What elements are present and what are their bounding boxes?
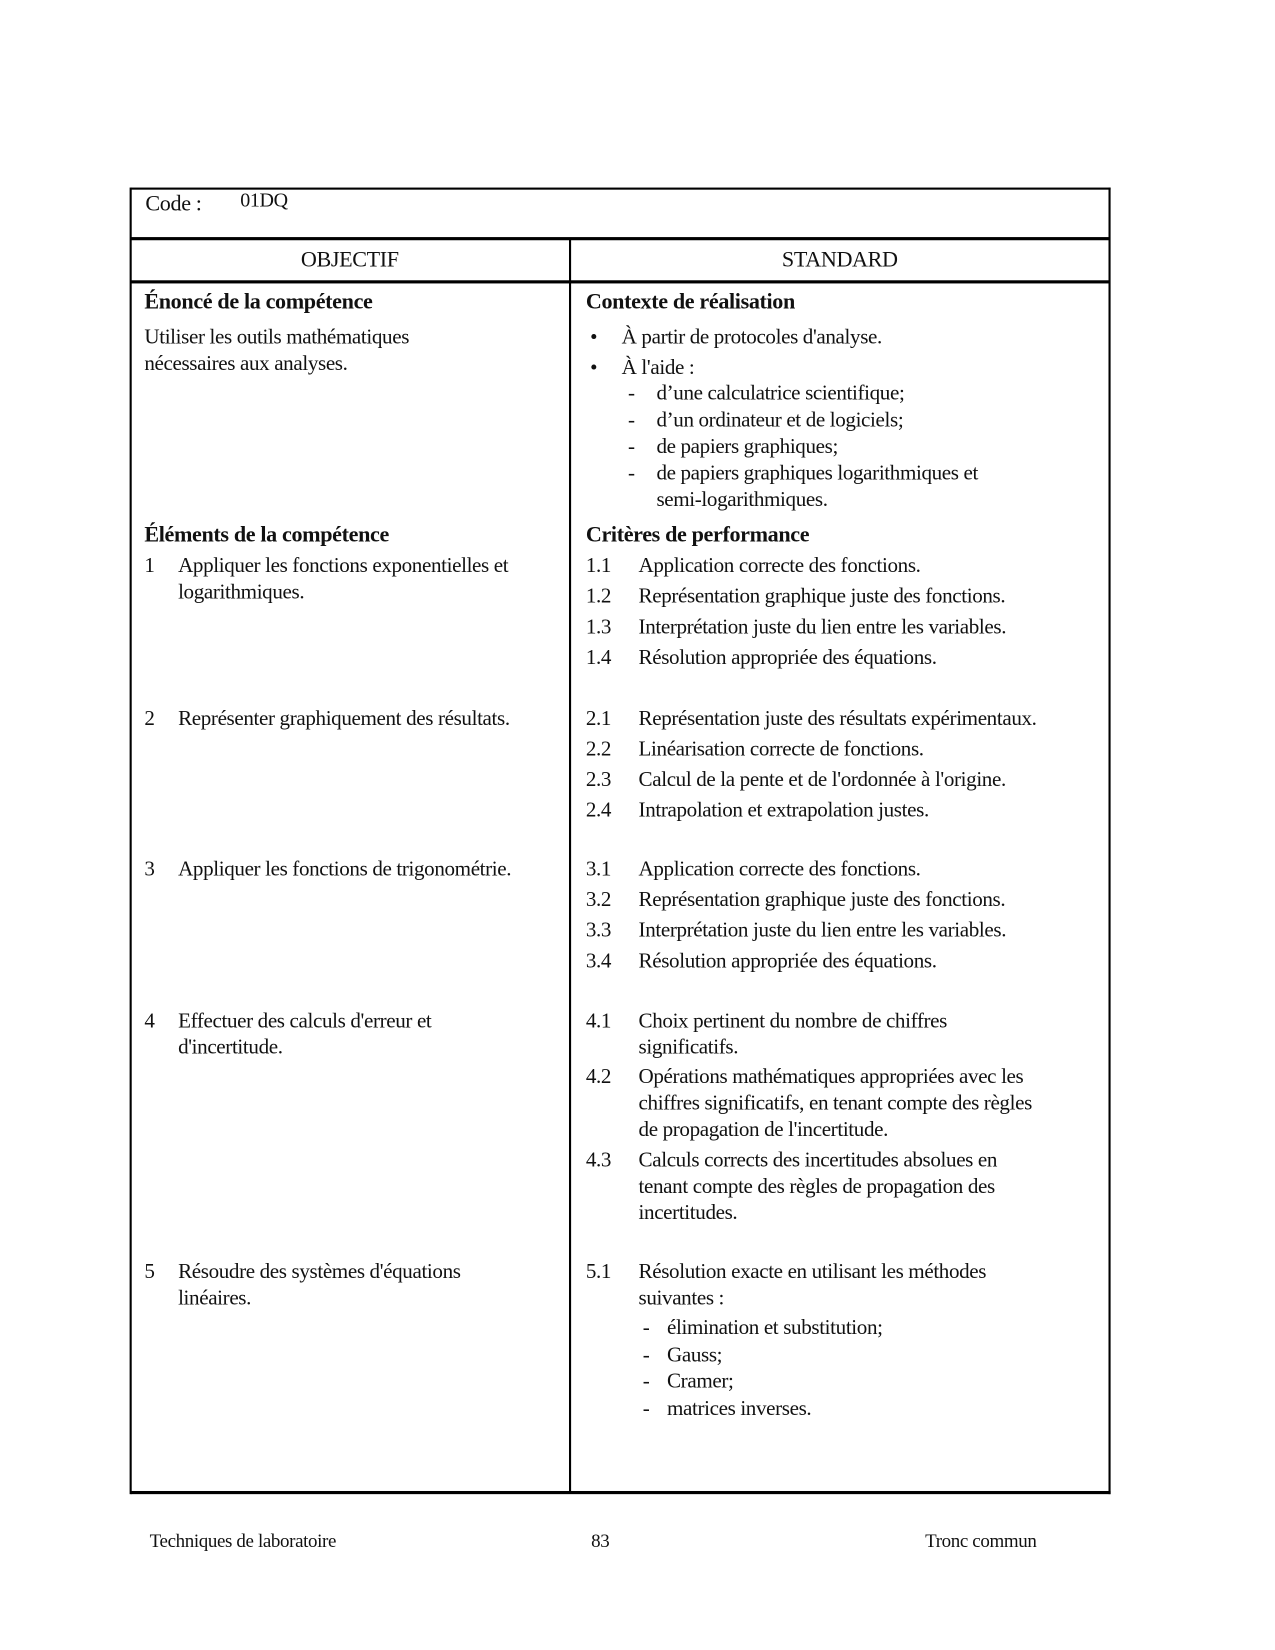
dash-icon: - (642, 1369, 650, 1393)
criterion-number: 2.1 (585, 707, 612, 731)
criterion-text: Résolution exacte en utilisant les méthodes (638, 1260, 987, 1284)
criterion-text: de propagation de l'incertitude. (638, 1117, 889, 1142)
header-standard: STANDARD (781, 246, 898, 272)
enonce-text: nécessaires aux analyses. (144, 351, 348, 376)
header-bottom-border (131, 280, 1109, 283)
elements-heading: Éléments de la compétence (144, 521, 389, 547)
dash-icon: - (642, 1343, 650, 1367)
criterion-text: Choix pertinent du nombre de chiffres (638, 1009, 947, 1033)
element-number: 3 (144, 857, 155, 881)
bullet-icon: • (590, 356, 598, 380)
code-label: Code : (145, 190, 202, 217)
criterion-text: Résolution appropriée des équations. (638, 645, 937, 670)
table-bottom-border (131, 1491, 1111, 1494)
element-text: Appliquer les fonctions de trigonométrie. (178, 857, 512, 881)
element-number: 5 (144, 1260, 155, 1284)
criterion-number: 3.4 (585, 949, 612, 973)
enonce-text: Utiliser les outils mathématiques (144, 325, 410, 349)
criterion-number: 5.1 (585, 1260, 612, 1284)
criterion-text: significatifs. (638, 1035, 739, 1059)
criterion-number: 3.2 (585, 888, 612, 912)
criterion-subitem: Cramer; (666, 1369, 734, 1393)
enonce-heading: Énoncé de la compétence (144, 288, 373, 315)
criterion-text: Calculs corrects des incertitudes absolues en (638, 1148, 998, 1172)
contexte-subitem: d’une calculatrice scientifique; (656, 381, 905, 405)
dash-icon: - (628, 381, 635, 405)
footer-right: Tronc commun (925, 1529, 1037, 1552)
criterion-number: 2.4 (585, 798, 612, 822)
dash-icon: - (628, 435, 635, 459)
criterion-text: Résolution appropriée des équations. (638, 949, 937, 973)
criterion-number: 4.1 (585, 1009, 612, 1033)
criterion-text: Application correcte des fonctions. (638, 554, 921, 578)
element-text: logarithmiques. (178, 580, 305, 604)
footer-left: Techniques de laboratoire (149, 1529, 337, 1552)
footer-page-number: 83 (591, 1529, 610, 1552)
criterion-text: chiffres significatifs, en tenant compte des règles (638, 1091, 1032, 1115)
contexte-bullet: À l'aide : (621, 356, 695, 380)
element-number: 2 (144, 707, 155, 731)
table-left-border (130, 188, 132, 1495)
header-top-border (131, 237, 1109, 240)
criterion-subitem: matrices inverses. (666, 1397, 812, 1421)
element-text: linéaires. (178, 1286, 252, 1310)
criterion-text: Représentation juste des résultats expérimentaux. (638, 707, 1037, 731)
element-text: Appliquer les fonctions exponentielles et (178, 554, 509, 578)
code-value: 01DQ (240, 189, 288, 212)
contexte-bullet: À partir de protocoles d'analyse. (621, 325, 882, 349)
table-right-border (1108, 188, 1110, 1495)
contexte-subitem: de papiers graphiques logarithmiques et (656, 461, 978, 485)
criterion-number: 1.4 (585, 645, 612, 670)
element-text: d'incertitude. (178, 1035, 283, 1059)
element-number: 4 (144, 1009, 155, 1033)
criterion-number: 3.3 (585, 918, 612, 943)
criterion-number: 1.3 (585, 615, 612, 639)
criterion-text: Opérations mathématiques appropriées avec les (638, 1065, 1024, 1089)
header-objectif: OBJECTIF (300, 246, 399, 272)
criterion-number: 1.2 (585, 584, 612, 608)
criterion-text: Représentation graphique juste des fonctions. (638, 888, 1006, 912)
criterion-number: 3.1 (585, 857, 612, 881)
element-number: 1 (144, 554, 155, 578)
contexte-subitem: de papiers graphiques; (656, 435, 838, 459)
criterion-text: Calcul de la pente et de l'ordonnée à l'origine. (638, 768, 1006, 792)
element-text: Représenter graphiquement des résultats. (178, 707, 510, 731)
criteres-heading: Critères de performance (585, 521, 810, 547)
criterion-text: Interprétation juste du lien entre les variables. (638, 918, 1007, 943)
criterion-text: Linéarisation correcte de fonctions. (638, 737, 924, 761)
criterion-number: 4.2 (585, 1065, 612, 1089)
contexte-subitem: d’un ordinateur et de logiciels; (656, 408, 904, 433)
criterion-number: 2.3 (585, 768, 612, 792)
criterion-subitem: élimination et substitution; (666, 1316, 883, 1340)
element-text: Effectuer des calculs d'erreur et (178, 1009, 432, 1033)
dash-icon: - (642, 1316, 650, 1340)
criterion-text: Intrapolation et extrapolation justes. (638, 798, 929, 822)
element-text: Résoudre des systèmes d'équations (178, 1260, 461, 1284)
dash-icon: - (642, 1397, 650, 1421)
dash-icon: - (628, 408, 635, 433)
criterion-text: Représentation graphique juste des fonctions. (638, 584, 1006, 608)
criterion-text: tenant compte des règles de propagation des (638, 1174, 995, 1199)
criterion-number: 1.1 (585, 554, 612, 578)
criterion-number: 4.3 (585, 1148, 612, 1172)
criterion-text: suivantes : (638, 1286, 725, 1310)
bullet-icon: • (590, 325, 598, 349)
criterion-text: incertitudes. (638, 1201, 738, 1225)
contexte-subitem: semi-logarithmiques. (656, 487, 828, 512)
criterion-subitem: Gauss; (666, 1343, 723, 1367)
criterion-number: 2.2 (585, 737, 612, 761)
criterion-text: Application correcte des fonctions. (638, 857, 921, 881)
criterion-text: Interprétation juste du lien entre les variables. (638, 615, 1007, 639)
dash-icon: - (628, 461, 635, 485)
column-divider (569, 238, 571, 1493)
contexte-heading: Contexte de réalisation (585, 288, 795, 315)
